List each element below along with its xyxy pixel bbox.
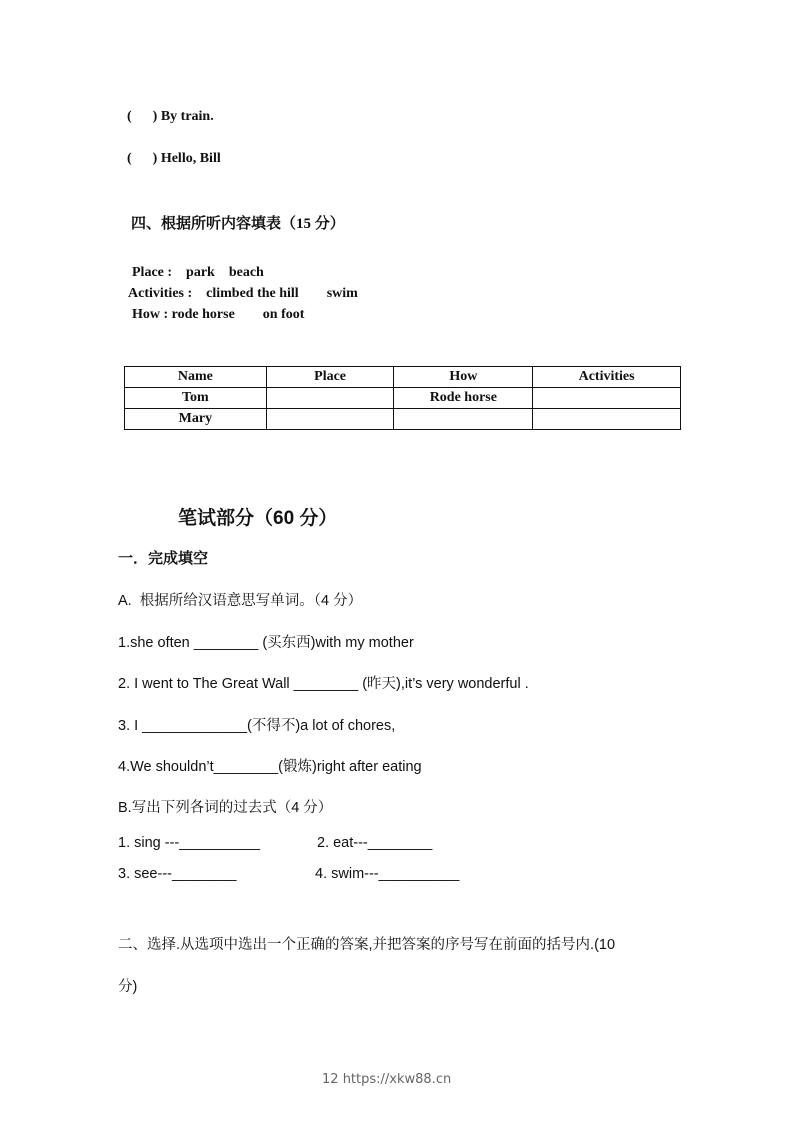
written-section-title: 笔试部分（60 分） bbox=[178, 508, 338, 529]
page-footer bbox=[322, 1072, 451, 1087]
partB-item: 4. swim---__________ bbox=[315, 866, 460, 882]
answer-bracket: ( ) bbox=[127, 109, 158, 124]
partA-title: A. 根据所给汉语意思写单词。（4 分） bbox=[118, 593, 363, 609]
part2-title-cont: 分) bbox=[118, 979, 138, 995]
partA-item: 2. I went to The Great Wall ________ (昨天),it’s very wonderful . bbox=[118, 676, 529, 692]
partB-title: B.写出下列各词的过去式（4 分） bbox=[118, 800, 333, 816]
header-cell: Activities bbox=[533, 367, 681, 388]
table-cell bbox=[394, 409, 533, 430]
partB-item: 2. eat---________ bbox=[317, 835, 433, 851]
answer-bracket: ( ) bbox=[127, 151, 158, 166]
table-cell bbox=[266, 388, 394, 409]
fill-table bbox=[124, 366, 681, 430]
part1-title: 一．完成填空 bbox=[118, 550, 209, 567]
header-cell: Place bbox=[266, 367, 394, 388]
question-text: Hello, Bill bbox=[160, 151, 221, 166]
question-item bbox=[127, 151, 221, 167]
partA-item: 3. I _____________(不得不)a lot of chores, bbox=[118, 718, 396, 734]
site-url: https://xkw88.cn bbox=[342, 1072, 452, 1087]
table-row bbox=[125, 388, 681, 409]
table-cell bbox=[533, 388, 681, 409]
table-cell: Rode horse bbox=[394, 388, 533, 409]
section-title: 四、根据所听内容填表（15 分） bbox=[131, 216, 345, 232]
word-bank-place: Place : park beach bbox=[132, 265, 264, 280]
table-header-row bbox=[125, 367, 681, 388]
table-cell bbox=[266, 409, 394, 430]
word-bank-activities: Activities : climbed the hill swim bbox=[128, 286, 358, 301]
word-bank-how: How : rode horse on foot bbox=[132, 307, 305, 322]
partB-item: 1. sing ---__________ bbox=[118, 835, 260, 851]
table-cell bbox=[533, 409, 681, 430]
partA-item: 4.We shouldn’t________(锻炼)right after eating bbox=[118, 759, 422, 775]
table-cell: Tom bbox=[125, 388, 267, 409]
page-number: 12 bbox=[322, 1072, 339, 1087]
question-item bbox=[127, 109, 214, 125]
part2-title: 二、选择.从选项中选出一个正确的答案,并把答案的序号写在前面的括号内.(10 bbox=[118, 937, 616, 953]
question-text: By train. bbox=[160, 109, 214, 124]
table-cell: Mary bbox=[125, 409, 267, 430]
header-cell: Name bbox=[125, 367, 267, 388]
partA-item: 1.she often ________ (买东西)with my mother bbox=[118, 635, 414, 651]
partB-item: 3. see---________ bbox=[118, 866, 237, 882]
table-row bbox=[125, 409, 681, 430]
header-cell: How bbox=[394, 367, 533, 388]
